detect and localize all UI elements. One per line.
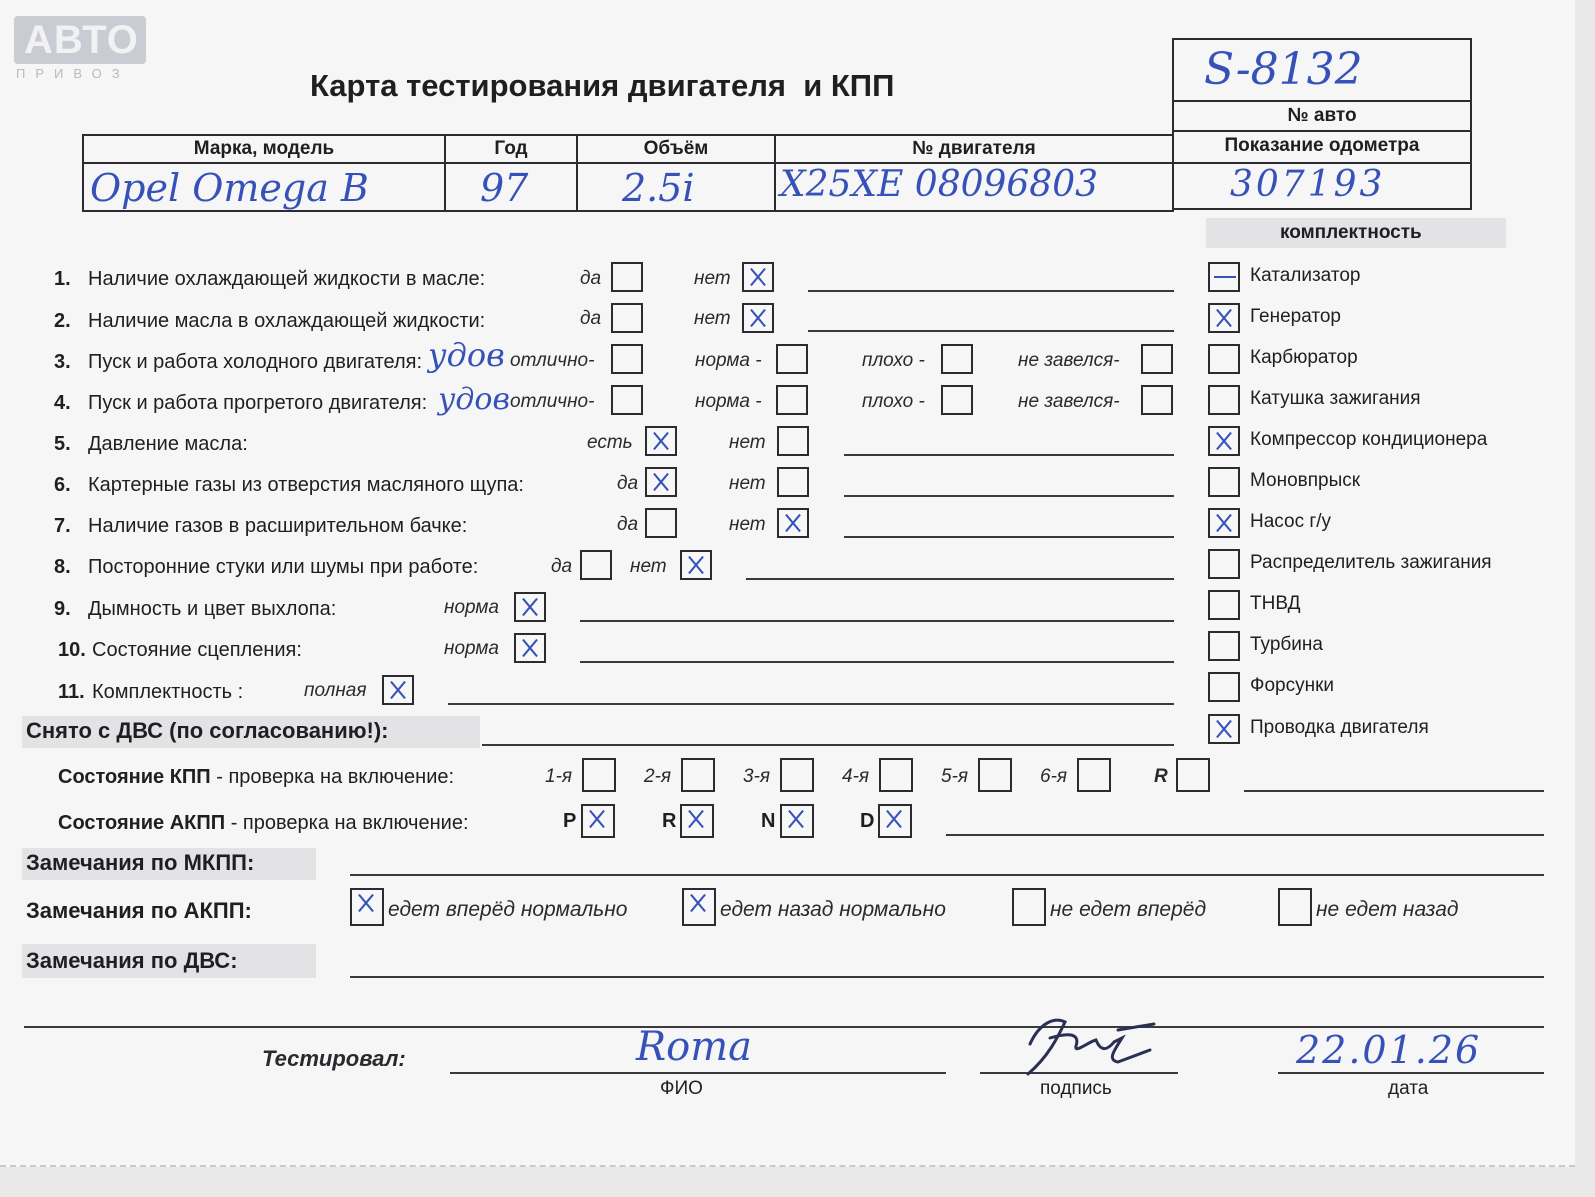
akpp-remark-label: не едет вперёд: [1050, 898, 1207, 921]
car-number-box: [1172, 38, 1472, 102]
komplekt-item: Катализатор: [1250, 265, 1361, 286]
note-line: [844, 454, 1174, 456]
checkbox-row8-yes[interactable]: [580, 550, 612, 580]
row-2: [54, 310, 485, 333]
mode-label: D: [860, 810, 875, 832]
val-make-model: Opel Omega B: [90, 166, 369, 210]
row-10: [58, 639, 302, 662]
note-line: [844, 495, 1174, 497]
kpp-label: [58, 766, 454, 789]
komplekt-check-5[interactable]: [1208, 426, 1240, 456]
mode-label: P: [563, 810, 577, 832]
note-line: [808, 290, 1174, 292]
row-text: Комплектность :: [92, 681, 244, 703]
checkbox-row4-normal[interactable]: [776, 385, 808, 415]
checkbox-row2-yes[interactable]: [611, 303, 643, 333]
dvs-remarks-label: Замечания по ДВС:: [26, 948, 238, 973]
komplekt-check-9[interactable]: [1208, 590, 1240, 620]
note-line: [1244, 790, 1544, 792]
komplekt-title: комплектность: [1280, 222, 1422, 243]
komplekt-item: Компрессор кондиционера: [1250, 429, 1488, 450]
gear-label: 6-я: [1040, 766, 1068, 787]
opt-label: да: [580, 308, 602, 329]
checkbox-row1-no[interactable]: [742, 262, 774, 292]
checkbox-row3-normal[interactable]: [776, 344, 808, 374]
gear-label: 3-я: [743, 766, 771, 787]
row-text: Дымность и цвет выхлопа:: [88, 598, 337, 620]
checkbox-gear-5[interactable]: [978, 758, 1012, 792]
kpp-label-bold: Состояние КПП: [58, 766, 211, 788]
checkbox-row5-no[interactable]: [777, 426, 809, 456]
row-5: [54, 433, 248, 456]
row-11: [58, 681, 243, 704]
logo-sub: ПРИВОЗ: [16, 66, 130, 81]
val-odometer-cell: [1172, 162, 1472, 210]
handwritten-row4: удов: [438, 382, 510, 417]
row-3: [54, 351, 422, 374]
col-engine-no: № двигателя: [774, 134, 1174, 164]
row-7: [54, 515, 467, 538]
gear-label: 1-я: [545, 766, 573, 787]
komplekt-item: Генератор: [1250, 306, 1341, 327]
row-text: Посторонние стуки или шумы при работе:: [88, 556, 479, 578]
checkbox-akpp-no-forward[interactable]: [1012, 888, 1046, 926]
komplekt-item: Карбюратор: [1250, 347, 1358, 368]
gear-label: 5-я: [941, 766, 969, 787]
akpp-label-rest: - проверка на включение:: [225, 812, 469, 834]
row-num: 6.: [54, 474, 71, 496]
date-caption: дата: [1388, 1078, 1429, 1099]
val-volume: 2.5i: [622, 166, 695, 210]
akpp-remark-label: едет назад нормально: [720, 898, 946, 921]
komplekt-item: Насос г/у: [1250, 511, 1332, 532]
gear-label: 2-я: [644, 766, 672, 787]
checkbox-row2-no[interactable]: [742, 303, 774, 333]
opt-label: не завелся-: [1018, 391, 1120, 412]
checkbox-akpp-reverse-ok[interactable]: [682, 888, 716, 926]
opt-label: да: [617, 514, 639, 535]
checkbox-row11-full[interactable]: [382, 675, 414, 705]
checkbox-row8-no[interactable]: [680, 550, 712, 580]
komplekt-item: Распределитель зажигания: [1250, 552, 1492, 573]
opt-label: нет: [630, 556, 667, 577]
logo-main: АВТО: [24, 18, 139, 62]
val-make-model-cell: [82, 162, 446, 212]
date-line: [1278, 1072, 1544, 1074]
row-text: Наличие охлаждающей жидкости в масле:: [88, 268, 486, 290]
row-num: 10.: [58, 639, 86, 661]
akpp-remarks-label: Замечания по АКПП:: [26, 898, 252, 923]
val-volume-cell: [576, 162, 776, 212]
val-engine-no-cell: [774, 162, 1174, 212]
opt-label: норма -: [695, 391, 762, 412]
row-1: [54, 268, 485, 291]
tested-by-label: Тестировал:: [262, 1046, 406, 1071]
page-title: Карта тестирования двигателя и КПП: [310, 68, 895, 103]
row-num: 7.: [54, 515, 71, 537]
name-line: [450, 1072, 946, 1074]
opt-label: плохо -: [862, 350, 925, 371]
akpp-label-bold: Состояние АКПП: [58, 812, 226, 834]
checkbox-row7-yes[interactable]: [645, 508, 677, 538]
row-num: 2.: [54, 310, 71, 332]
note-line: [946, 834, 1544, 836]
opt-label: норма: [444, 597, 499, 618]
checkbox-row1-yes[interactable]: [611, 262, 643, 292]
opt-label: не завелся-: [1018, 350, 1120, 371]
note-line: [448, 703, 1174, 705]
checkbox-gear-r[interactable]: [1176, 758, 1210, 792]
akpp-label: [58, 812, 469, 835]
kpp-label-rest: - проверка на включение:: [210, 766, 455, 788]
komplekt-check-12[interactable]: [1208, 714, 1240, 744]
row-num: 4.: [54, 392, 71, 414]
col-make-model: Марка, модель: [82, 134, 446, 164]
row-num: 9.: [54, 598, 71, 620]
komplekt-item: Моновпрыск: [1250, 470, 1361, 491]
checkbox-akpp-forward-ok[interactable]: [350, 888, 384, 926]
checkbox-row4-excellent[interactable]: [611, 385, 643, 415]
komplekt-item: ТНВД: [1250, 593, 1301, 614]
komplekt-item: Форсунки: [1250, 675, 1334, 696]
note-line: [482, 744, 1174, 746]
checkbox-row6-no[interactable]: [777, 467, 809, 497]
row-6: [54, 474, 524, 497]
row-9: [54, 598, 336, 621]
opt-label: норма -: [695, 350, 762, 371]
opt-label: полная: [304, 680, 367, 701]
logo: [14, 16, 146, 64]
akpp-remark-label: едет вперёд нормально: [388, 898, 628, 921]
col-volume: Объём: [576, 134, 776, 164]
checkbox-gear-6[interactable]: [1077, 758, 1111, 792]
opt-label: норма: [444, 638, 499, 659]
row-num: 5.: [54, 433, 71, 455]
car-number-value: S-8132: [1204, 44, 1363, 95]
row-8: [54, 556, 478, 579]
col-year: Год: [444, 134, 578, 164]
checkbox-row10-normal[interactable]: [514, 633, 546, 663]
row-text: Наличие газов в расширительном бачке:: [88, 515, 468, 537]
note-line: [746, 578, 1174, 580]
handwritten-row3: удов: [428, 336, 505, 374]
signature-caption: подпись: [1040, 1078, 1112, 1099]
row-text: Пуск и работа холодного двигателя:: [88, 351, 423, 373]
opt-label: да: [580, 268, 602, 289]
opt-label: есть: [587, 432, 633, 453]
checkbox-akpp-no-reverse[interactable]: [1278, 888, 1312, 926]
akpp-remark-label: не едет назад: [1316, 898, 1459, 921]
row-text: Состояние сцепления:: [92, 639, 302, 661]
car-number-label: № авто: [1172, 100, 1472, 132]
row-text: Наличие масла в охлаждающей жидкости:: [88, 310, 486, 332]
checkbox-row3-bad[interactable]: [941, 344, 973, 374]
note-line: [808, 330, 1174, 332]
opt-label: да: [617, 473, 639, 494]
checkbox-row3-excellent[interactable]: [611, 344, 643, 374]
row-text: Давление масла:: [88, 433, 248, 455]
mode-label: R: [662, 810, 677, 832]
note-line: [580, 620, 1174, 622]
komplekt-check-10[interactable]: [1208, 631, 1240, 661]
checkbox-gear-2[interactable]: [681, 758, 715, 792]
mkpp-remarks-label: Замечания по МКПП:: [26, 850, 255, 875]
opt-label: нет: [694, 268, 731, 289]
removed-label: Снято с ДВС (по согласованию!):: [26, 718, 389, 743]
val-engine-no: X25XE 08096803: [780, 164, 1099, 205]
checkbox-mode-n[interactable]: [780, 804, 814, 838]
opt-label: нет: [694, 308, 731, 329]
opt-label: плохо -: [862, 391, 925, 412]
komplekt-item: Проводка двигателя: [1250, 717, 1429, 738]
col-odometer: Показание одометра: [1172, 130, 1472, 164]
checkbox-gear-3[interactable]: [780, 758, 814, 792]
val-year: 97: [480, 166, 529, 210]
row-text: Картерные газы из отверстия масляного щупа:: [88, 474, 524, 496]
mode-label: N: [761, 810, 776, 832]
row-num: 11.: [58, 681, 85, 703]
komplekt-check-7[interactable]: [1208, 508, 1240, 538]
checkbox-row3-no-start[interactable]: [1141, 344, 1173, 374]
checkbox-row9-normal[interactable]: [514, 592, 546, 622]
checkbox-mode-p[interactable]: [581, 804, 615, 838]
gear-label: R: [1154, 766, 1168, 787]
checkbox-row5-yes[interactable]: [645, 426, 677, 456]
checkbox-row6-yes[interactable]: [645, 467, 677, 497]
row-4: [54, 392, 427, 415]
komplekt-item: Турбина: [1250, 634, 1323, 655]
komplekt-check-4[interactable]: [1208, 385, 1240, 415]
opt-label: отлично-: [510, 391, 595, 412]
signature-image: [1010, 1002, 1160, 1082]
row-num: 8.: [54, 556, 71, 578]
komplekt-item: Катушка зажигания: [1250, 388, 1421, 409]
checkbox-gear-1[interactable]: [582, 758, 616, 792]
note-line: [350, 976, 1544, 978]
row-text: Пуск и работа прогретого двигателя:: [88, 392, 428, 414]
val-odometer: 307193: [1230, 164, 1386, 205]
komplekt-check-8[interactable]: [1208, 549, 1240, 579]
note-line: [350, 874, 1544, 876]
opt-label: нет: [729, 514, 766, 535]
opt-label: нет: [729, 432, 766, 453]
checkbox-row4-bad[interactable]: [941, 385, 973, 415]
checkbox-row7-no[interactable]: [777, 508, 809, 538]
checkbox-mode-d[interactable]: [878, 804, 912, 838]
checkbox-row4-no-start[interactable]: [1141, 385, 1173, 415]
test-date: 22.01.26: [1296, 1028, 1482, 1072]
opt-label: да: [551, 556, 573, 577]
note-line: [580, 661, 1174, 663]
komplekt-check-1[interactable]: [1208, 262, 1240, 292]
row-num: 3.: [54, 351, 71, 373]
gear-label: 4-я: [842, 766, 870, 787]
val-year-cell: [444, 162, 578, 212]
checkbox-mode-r[interactable]: [680, 804, 714, 838]
row-num: 1.: [54, 268, 71, 290]
komplekt-check-11[interactable]: [1208, 672, 1240, 702]
opt-label: отлично-: [510, 350, 595, 371]
name-caption: ФИО: [660, 1078, 703, 1099]
komplekt-check-3[interactable]: [1208, 344, 1240, 374]
komplekt-check-2[interactable]: [1208, 303, 1240, 333]
note-line: [844, 536, 1174, 538]
tester-name: Roma: [636, 1024, 752, 1070]
checkbox-gear-4[interactable]: [879, 758, 913, 792]
opt-label: нет: [729, 473, 766, 494]
komplekt-check-6[interactable]: [1208, 467, 1240, 497]
